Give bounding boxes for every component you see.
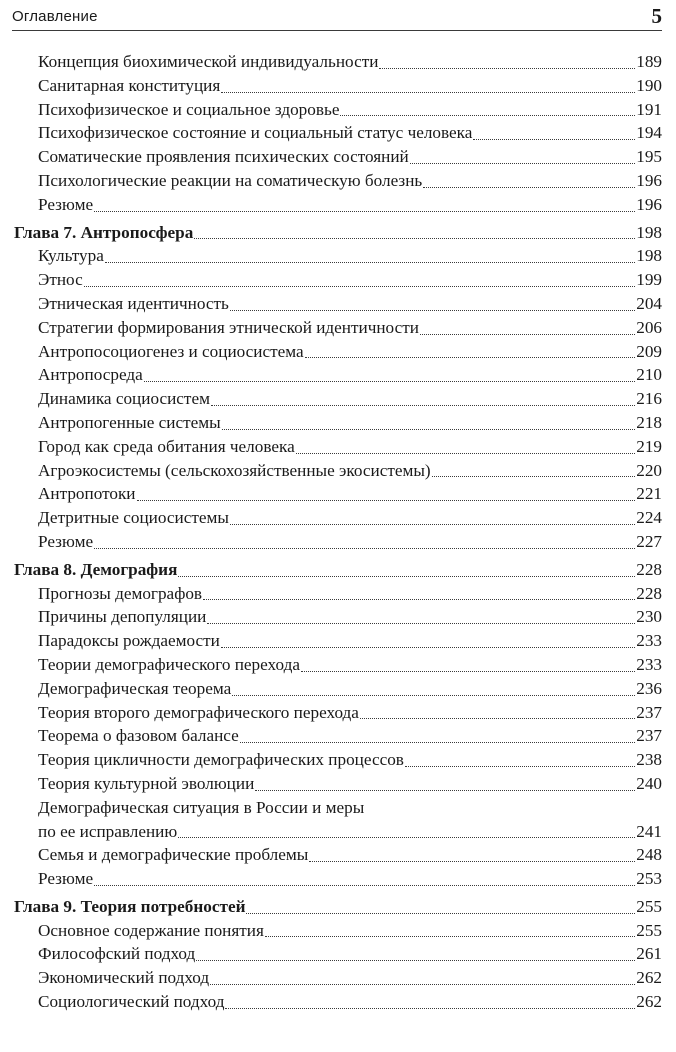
- dot-leader: [309, 861, 635, 862]
- toc-entry-page: 195: [636, 147, 662, 167]
- toc-entry-title: Семья и демографические проблемы: [38, 845, 309, 865]
- toc-entry-page: 191: [636, 99, 662, 119]
- toc-chapter-page: 228: [636, 559, 662, 579]
- table-of-contents: [14, 50, 662, 1014]
- toc-entry[interactable]: [14, 530, 662, 554]
- toc-entry[interactable]: [14, 98, 662, 122]
- toc-entry-page: 233: [636, 631, 662, 651]
- toc-entry[interactable]: [14, 121, 662, 145]
- toc-entry-title: Этнос: [38, 270, 83, 290]
- dot-leader: [222, 429, 636, 430]
- dot-leader: [340, 115, 635, 116]
- toc-entry[interactable]: [14, 169, 662, 193]
- toc-entry-title: Основное содержание понятия: [38, 920, 264, 940]
- dot-leader: [410, 163, 635, 164]
- toc-entry-title: Детритные социосистемы: [38, 508, 229, 528]
- toc-entry[interactable]: [14, 966, 662, 990]
- toc-entry[interactable]: [14, 605, 662, 629]
- toc-entry-title-line1: Демографическая ситуация в России и меры: [38, 797, 365, 817]
- toc-entry-page: 255: [636, 920, 662, 940]
- toc-entry[interactable]: [14, 867, 662, 891]
- dot-leader: [305, 357, 636, 358]
- toc-entry-page: 233: [636, 654, 662, 674]
- toc-entry[interactable]: [14, 701, 662, 725]
- toc-entry[interactable]: [14, 387, 662, 411]
- dot-leader: [405, 766, 635, 767]
- toc-entry-title: Теорема о фазовом балансе: [38, 726, 239, 746]
- toc-chapter-page: 198: [636, 222, 662, 242]
- dot-leader: [230, 524, 635, 525]
- dot-leader: [432, 476, 636, 477]
- toc-entry-title: Агроэкосистемы (сельскохозяйственные экосистемы): [38, 460, 431, 480]
- toc-entry[interactable]: [14, 506, 662, 530]
- page-number: 5: [651, 4, 662, 28]
- toc-entry-title: Теория второго демографического перехода: [38, 702, 359, 722]
- toc-entry[interactable]: [14, 653, 662, 677]
- toc-chapter-title: Глава 9. Теория потребностей: [14, 896, 246, 916]
- toc-chapter-7[interactable]: [14, 221, 662, 245]
- toc-entry-page: 230: [636, 607, 662, 627]
- toc-entry-page: 253: [636, 869, 662, 889]
- dot-leader: [221, 647, 635, 648]
- dot-leader: [296, 453, 636, 454]
- toc-entry[interactable]: [14, 340, 662, 364]
- toc-entry-title: Философский подход: [38, 944, 196, 964]
- toc-entry-title: Парадоксы рождаемости: [38, 631, 220, 651]
- toc-entry-page: 224: [636, 508, 662, 528]
- toc-entry[interactable]: [14, 482, 662, 506]
- toc-entry-title: Резюме: [38, 869, 94, 889]
- running-header: [12, 4, 662, 31]
- toc-entry-page: 196: [636, 170, 662, 190]
- toc-entry[interactable]: [14, 145, 662, 169]
- toc-entry[interactable]: [14, 748, 662, 772]
- dot-leader: [178, 837, 635, 838]
- dot-leader: [178, 576, 635, 577]
- toc-entry-page: 206: [636, 317, 662, 337]
- toc-entry-title: Антропотоки: [38, 484, 136, 504]
- dot-leader: [225, 1008, 635, 1009]
- toc-entry-title: Город как среда обитания человека: [38, 436, 295, 456]
- dot-leader: [94, 548, 635, 549]
- toc-entry[interactable]: [14, 919, 662, 943]
- toc-entry-page: 219: [636, 436, 662, 456]
- toc-entry-title: Теории демографического перехода: [38, 654, 300, 674]
- toc-entry-page: 220: [636, 460, 662, 480]
- toc-entry-page: 241: [636, 821, 662, 841]
- toc-chapter-title: Глава 7. Антропосфера: [14, 222, 194, 242]
- toc-entry[interactable]: [14, 772, 662, 796]
- toc-entry[interactable]: [14, 74, 662, 98]
- toc-entry-page: 198: [636, 246, 662, 266]
- running-header-title: Оглавление: [12, 8, 98, 25]
- toc-entry-page: 209: [636, 341, 662, 361]
- toc-entry-title: Психофизическое состояние и социальный статус человека: [38, 123, 473, 143]
- dot-leader: [211, 405, 635, 406]
- toc-entry-title: Теория цикличности демографических процессов: [38, 750, 404, 770]
- toc-entry-page: 190: [636, 75, 662, 95]
- toc-entry-page: 236: [636, 678, 662, 698]
- dot-leader: [84, 286, 636, 287]
- toc-entry[interactable]: [14, 435, 662, 459]
- dot-leader: [144, 381, 635, 382]
- toc-entry-title-line2: по ее исправлению: [38, 821, 178, 841]
- toc-entry-page: 221: [636, 484, 662, 504]
- toc-entry-page: 196: [636, 194, 662, 214]
- toc-entry[interactable]: [14, 193, 662, 217]
- toc-entry-title: Демографическая теорема: [38, 678, 232, 698]
- dot-leader: [246, 913, 635, 914]
- toc-entry-title: Санитарная конституция: [38, 75, 221, 95]
- toc-entry-page: 262: [636, 992, 662, 1012]
- toc-entry-multiline[interactable]: [14, 796, 662, 844]
- toc-entry-page: 248: [636, 845, 662, 865]
- toc-entry[interactable]: [14, 316, 662, 340]
- toc-entry[interactable]: [14, 629, 662, 653]
- dot-leader: [196, 960, 635, 961]
- dot-leader: [255, 790, 635, 791]
- toc-entry-page: 227: [636, 531, 662, 551]
- toc-entry-page: 240: [636, 773, 662, 793]
- toc-entry[interactable]: [14, 942, 662, 966]
- dot-leader: [194, 238, 635, 239]
- dot-leader: [210, 984, 635, 985]
- toc-entry-title: Соматические проявления психических состояний: [38, 147, 409, 167]
- toc-chapter-9[interactable]: [14, 895, 662, 919]
- toc-entry-title: Антропосоциогенез и социосистема: [38, 341, 304, 361]
- toc-entry-title: Культура: [38, 246, 104, 266]
- toc-entry-title: Теория культурной эволюции: [38, 773, 255, 793]
- toc-entry-page: 261: [636, 944, 662, 964]
- toc-entry[interactable]: [14, 292, 662, 316]
- dot-leader: [423, 187, 635, 188]
- toc-entry-page: 262: [636, 968, 662, 988]
- toc-entry-page: 204: [636, 293, 662, 313]
- toc-chapter-8[interactable]: [14, 558, 662, 582]
- dot-leader: [221, 92, 635, 93]
- toc-entry-page: 237: [636, 702, 662, 722]
- toc-entry-title: Антропосреда: [38, 365, 143, 385]
- toc-entry-title: Резюме: [38, 531, 94, 551]
- toc-entry-title: Концепция биохимической индивидуальности: [38, 52, 379, 71]
- toc-entry[interactable]: [14, 244, 662, 268]
- dot-leader: [473, 139, 635, 140]
- toc-entry-page: 237: [636, 726, 662, 746]
- toc-entry-page: 210: [636, 365, 662, 385]
- toc-entry-title: Экономический подход: [38, 968, 210, 988]
- toc-chapter-title: Глава 8. Демография: [14, 559, 178, 579]
- toc-entry-title: Резюме: [38, 194, 94, 214]
- dot-leader: [265, 936, 635, 937]
- toc-entry-title: Психологические реакции на соматическую болезнь: [38, 170, 423, 190]
- dot-leader: [420, 334, 635, 335]
- dot-leader: [203, 599, 635, 600]
- dot-leader: [230, 310, 635, 311]
- dot-leader: [94, 885, 635, 886]
- toc-entry[interactable]: [14, 459, 662, 483]
- toc-entry-title: Прогнозы демографов: [38, 583, 203, 603]
- toc-entry[interactable]: [14, 268, 662, 292]
- toc-entry-title: Психофизическое и социальное здоровье: [38, 99, 340, 119]
- toc-entry[interactable]: [14, 582, 662, 606]
- dot-leader: [94, 211, 635, 212]
- dot-leader: [301, 671, 635, 672]
- toc-entry-page: 199: [636, 270, 662, 290]
- toc-entry[interactable]: [14, 50, 662, 74]
- toc-entry-title: Стратегии формирования этнической идентичности: [38, 317, 419, 337]
- toc-entry-title: Антропогенные системы: [38, 412, 221, 432]
- toc-entry[interactable]: [14, 363, 662, 387]
- toc-entry-page: 238: [636, 750, 662, 770]
- toc-entry-title: Динамика социосистем: [38, 389, 210, 409]
- dot-leader: [232, 695, 635, 696]
- toc-entry[interactable]: [14, 411, 662, 435]
- toc-entry[interactable]: [14, 724, 662, 748]
- dot-leader: [137, 500, 636, 501]
- toc-entry-page: 194: [636, 123, 662, 143]
- toc-entry[interactable]: [14, 677, 662, 701]
- dot-leader: [379, 68, 635, 69]
- dot-leader: [240, 742, 635, 743]
- toc-entry[interactable]: [14, 990, 662, 1014]
- toc-entry[interactable]: [14, 843, 662, 867]
- toc-entry-page: 218: [636, 412, 662, 432]
- toc-entry-title: Социологический подход: [38, 992, 225, 1012]
- toc-entry-title: Причины депопуляции: [38, 607, 207, 627]
- toc-entry-page: 189: [636, 52, 662, 71]
- toc-entry-page: 216: [636, 389, 662, 409]
- toc-entry-page: 228: [636, 583, 662, 603]
- dot-leader: [207, 623, 635, 624]
- dot-leader: [105, 262, 635, 263]
- toc-chapter-page: 255: [636, 896, 662, 916]
- dot-leader: [360, 718, 635, 719]
- toc-entry-title: Этническая идентичность: [38, 293, 229, 313]
